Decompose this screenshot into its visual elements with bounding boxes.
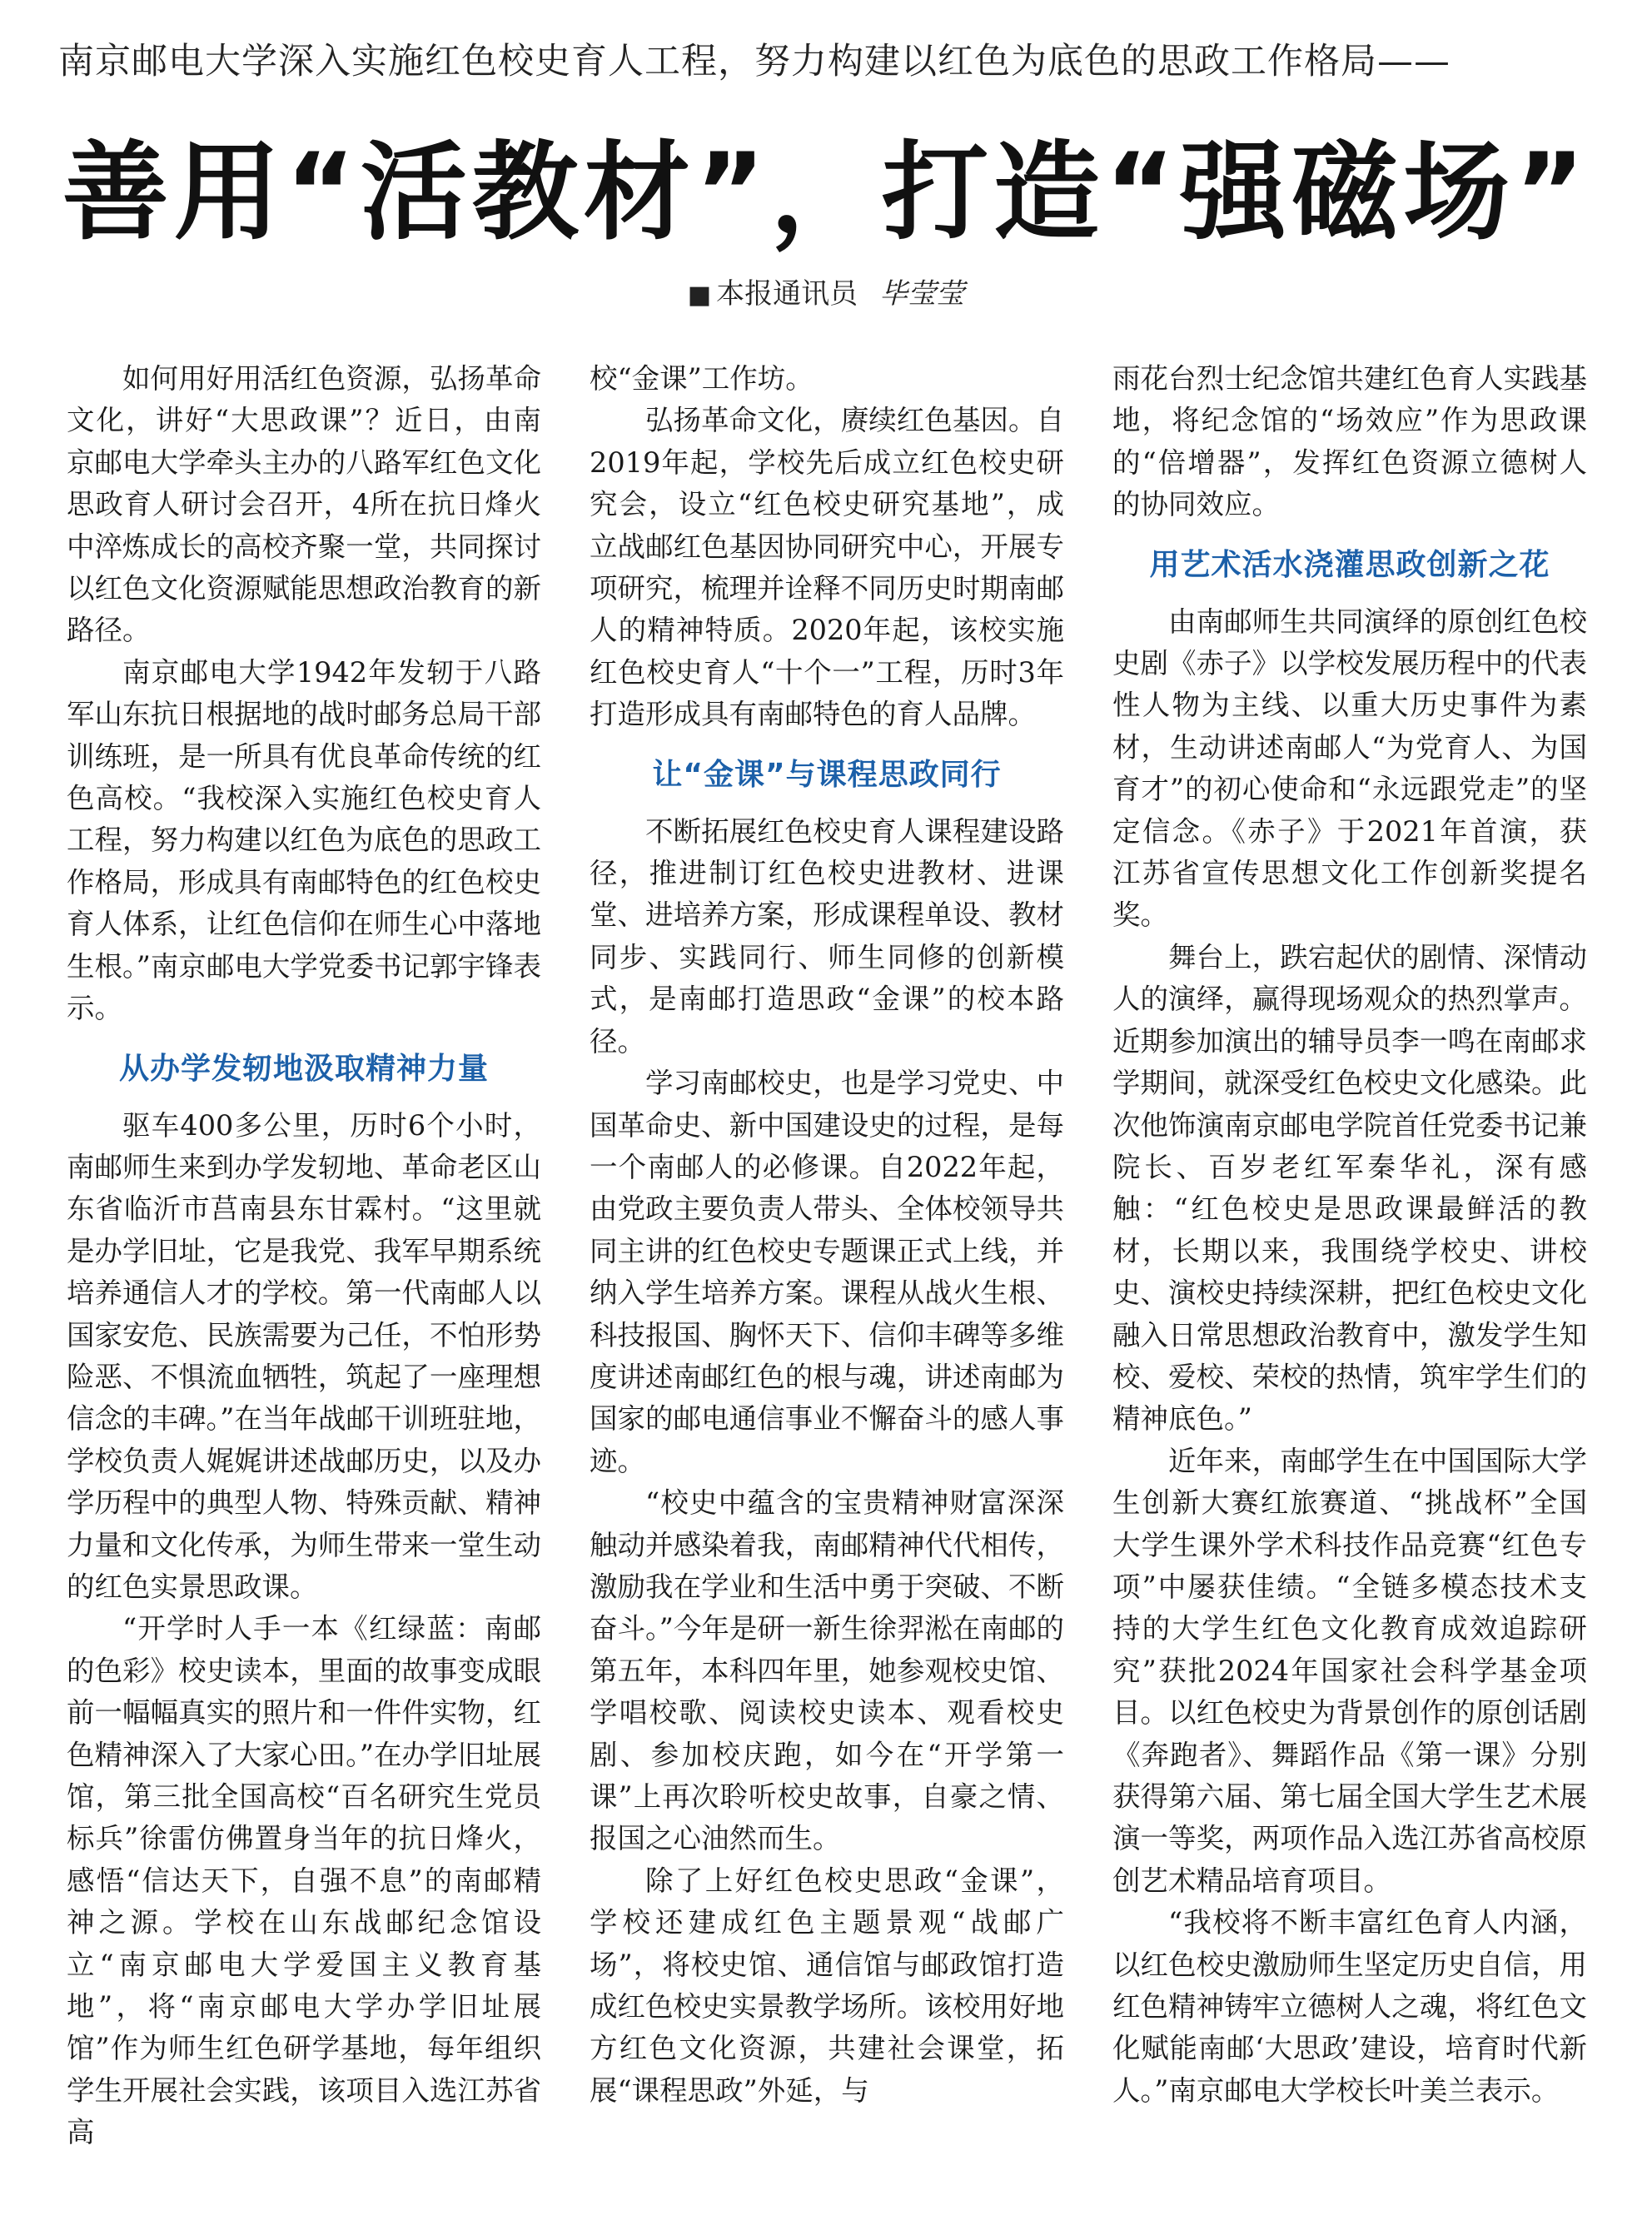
article-column-2	[590, 358, 1064, 2215]
paragraph: 驱车400多公里，历时6个小时，南邮师生来到办学发轫地、革命老区山东省临沂市莒南县东甘霖村。“这里就是办学旧址，它是我党、我军早期系统培养通信人才的学校。第一代南邮人以国家安危、民族需要为己任，不怕形势险恶、不惧流血牺牲，筑起了一座理想信念的丰碑。”在当年战邮干训班驻地，学校负责人娓娓讲述战邮历史，以及办学历程中的典型人物、特殊贡献、精神力量和文化传承，为师生带来一堂生动的红色实景思政课。	[67, 1108, 541, 1603]
paragraph-continued: 雨花台烈士纪念馆共建红色育人实践基地，将纪念馆的“场效应”作为思政课的“倍增器”，发挥红色资源立德树人的协同效应。	[1112, 362, 1587, 521]
section-heading: 从办学发轫地汲取精神力量	[118, 1051, 489, 1086]
kicker-line: 南京邮电大学深入实施红色校史育人工程，努力构建以红色为底色的思政工作格局——	[58, 41, 1450, 82]
paragraph: 不断拓展红色校史育人课程建设路径，推进制订红色校史进教材、进课堂、进培养方案，形成课程单设、教材同步、实践同行、师生同修的创新模式，是南邮打造思政“金课”的校本路径。	[590, 814, 1064, 1058]
paragraph: 学习南邮校史，也是学习党史、中国革命史、新中国建设史的过程，是每一个南邮人的必修课。自2022年起，由党政主要负责人带头、全体校领导共同主讲的红色校史专题课正式上线，并纳入学生培养方案。课程从战火生根、科技报国、胸怀天下、信仰丰碑等多维度讲述南邮红色的根与魂，讲述南邮为国家的邮电通信事业不懈奋斗的感人事迹。	[590, 1067, 1064, 1477]
paragraph: 除了上好红色校史思政“金课”，学校还建成红色主题景观“战邮广场”，将校史馆、通信馆与邮政馆打造成红色校史实景教学场所。该校用好地方红色文化资源，共建社会课堂，拓展“课程思政”外延，与	[590, 1864, 1064, 2107]
paragraph: 近年来，南邮学生在中国国际大学生创新大赛红旅赛道、“挑战杯”全国大学生课外学术科技作品竞赛“红色专项”中屡获佳绩。“全链多模态技术支持的大学生红色文化教育成效追踪研究”获批2024年国家社会科学基金项目。以红色校史为背景创作的原创话剧《奔跑者》、舞蹈作品《第一课》分别获得第六届、第七届全国大学生艺术展演一等奖，两项作品入选江苏省高校原创艺术精品培育项目。	[1112, 1444, 1587, 1897]
paragraph: 舞台上，跌宕起伏的剧情、深情动人的演绎，赢得现场观众的热烈掌声。近期参加演出的辅导员李一鸣在南邮求学期间，就深受红色校史文化感染。此次他饰演南京邮电学院首任党委书记兼院长、百岁老红军秦华礼，深有感触：“红色校史是思政课最鲜活的教材，长期以来，我围绕学校史、讲校史、演校史持续深耕，把红色校史文化融入日常思想政治教育中，激发学生知校、爱校、荣校的热情，筑牢学生们的精神底色。”	[1112, 940, 1587, 1436]
headline: 善用“活教材”，打造“强磁场”	[62, 131, 1590, 255]
byline-author: 毕莹莹	[879, 277, 965, 311]
paragraph-continued: 校“金课”工作坊。	[590, 362, 814, 395]
section-heading: 用艺术活水浇灌思政创新之花	[1149, 547, 1550, 582]
article-column-1	[67, 358, 541, 2215]
byline	[0, 271, 1652, 311]
section-heading: 让“金课”与课程思政同行	[652, 757, 1002, 792]
paragraph: 弘扬革命文化，赓续红色基因。自2019年起，学校先后成立红色校史研究会，设立“红色校史研究基地”，成立战邮红色基因协同研究中心，开展专项研究，梳理并诠释不同历史时期南邮人的精神特质。2020年起，该校实施红色校史育人“十个一”工程，历时3年打造形成具有南邮特色的育人品牌。	[590, 404, 1064, 731]
paragraph: 如何用好用活红色资源，弘扬革命文化，讲好“大思政课”？近日，由南京邮电大学牵头主办的八路军红色文化思政育人研讨会召开，4所在抗日烽火中淬炼成长的高校齐聚一堂，共同探讨以红色文化资源赋能思想政治教育的新路径。	[67, 362, 541, 647]
paragraph: “我校将不断丰富红色育人内涵，以红色校史激励师生坚定历史自信，用红色精神铸牢立德树人之魂，将红色文化赋能南邮‘大思政’建设，培育时代新人。”南京邮电大学校长叶美兰表示。	[1112, 1906, 1587, 2107]
paragraph: 由南邮师生共同演绎的原创红色校史剧《赤子》以学校发展历程中的代表性人物为主线、以重大历史事件为素材，生动讲述南邮人“为党育人、为国育才”的初心使命和“永远跟党走”的坚定信念。《赤子》于2021年首演，获江苏省宣传思想文化工作创新奖提名奖。	[1112, 605, 1587, 932]
paragraph: 南京邮电大学1942年发轫于八路军山东抗日根据地的战时邮务总局干部训练班，是一所具有优良革命传统的红色高校。“我校深入实施红色校史育人工程，努力构建以红色为底色的思政工作格局，形成具有南邮特色的红色校史育人体系，让红色信仰在师生心中落地生根。”南京邮电大学党委书记郭宇锋表示。	[67, 655, 541, 1025]
article-column-3	[1112, 358, 1587, 2215]
paragraph: “开学时人手一本《红绿蓝：南邮的色彩》校史读本，里面的故事变成眼前一幅幅真实的照片和一件件实物，红色精神深入了大家心田。”在办学旧址展馆，第三批全国高校“百名研究生党员标兵”徐雷仿佛置身当年的抗日烽火，感悟“信达天下，自强不息”的南邮精神之源。学校在山东战邮纪念馆设立“南京邮电大学爱国主义教育基地”，将“南京邮电大学办学旧址展馆”作为师生红色研学基地，每年组织学生开展社会实践，该项目入选江苏省高	[67, 1612, 541, 2149]
paragraph: “校史中蕴含的宝贵精神财富深深触动并感染着我，南邮精神代代相传，激励我在学业和生活中勇于突破、不断奋斗。”今年是研一新生徐羿淞在南邮的第五年，本科四年里，她参观校史馆、学唱校歌、阅读校史读本、观看校史剧、参加校庆跑，如今在“开学第一课”上再次聆听校史故事，自豪之情、报国之心油然而生。	[590, 1486, 1064, 1855]
byline-square-icon: ■	[687, 281, 712, 310]
byline-label: 本报通讯员	[716, 277, 858, 311]
